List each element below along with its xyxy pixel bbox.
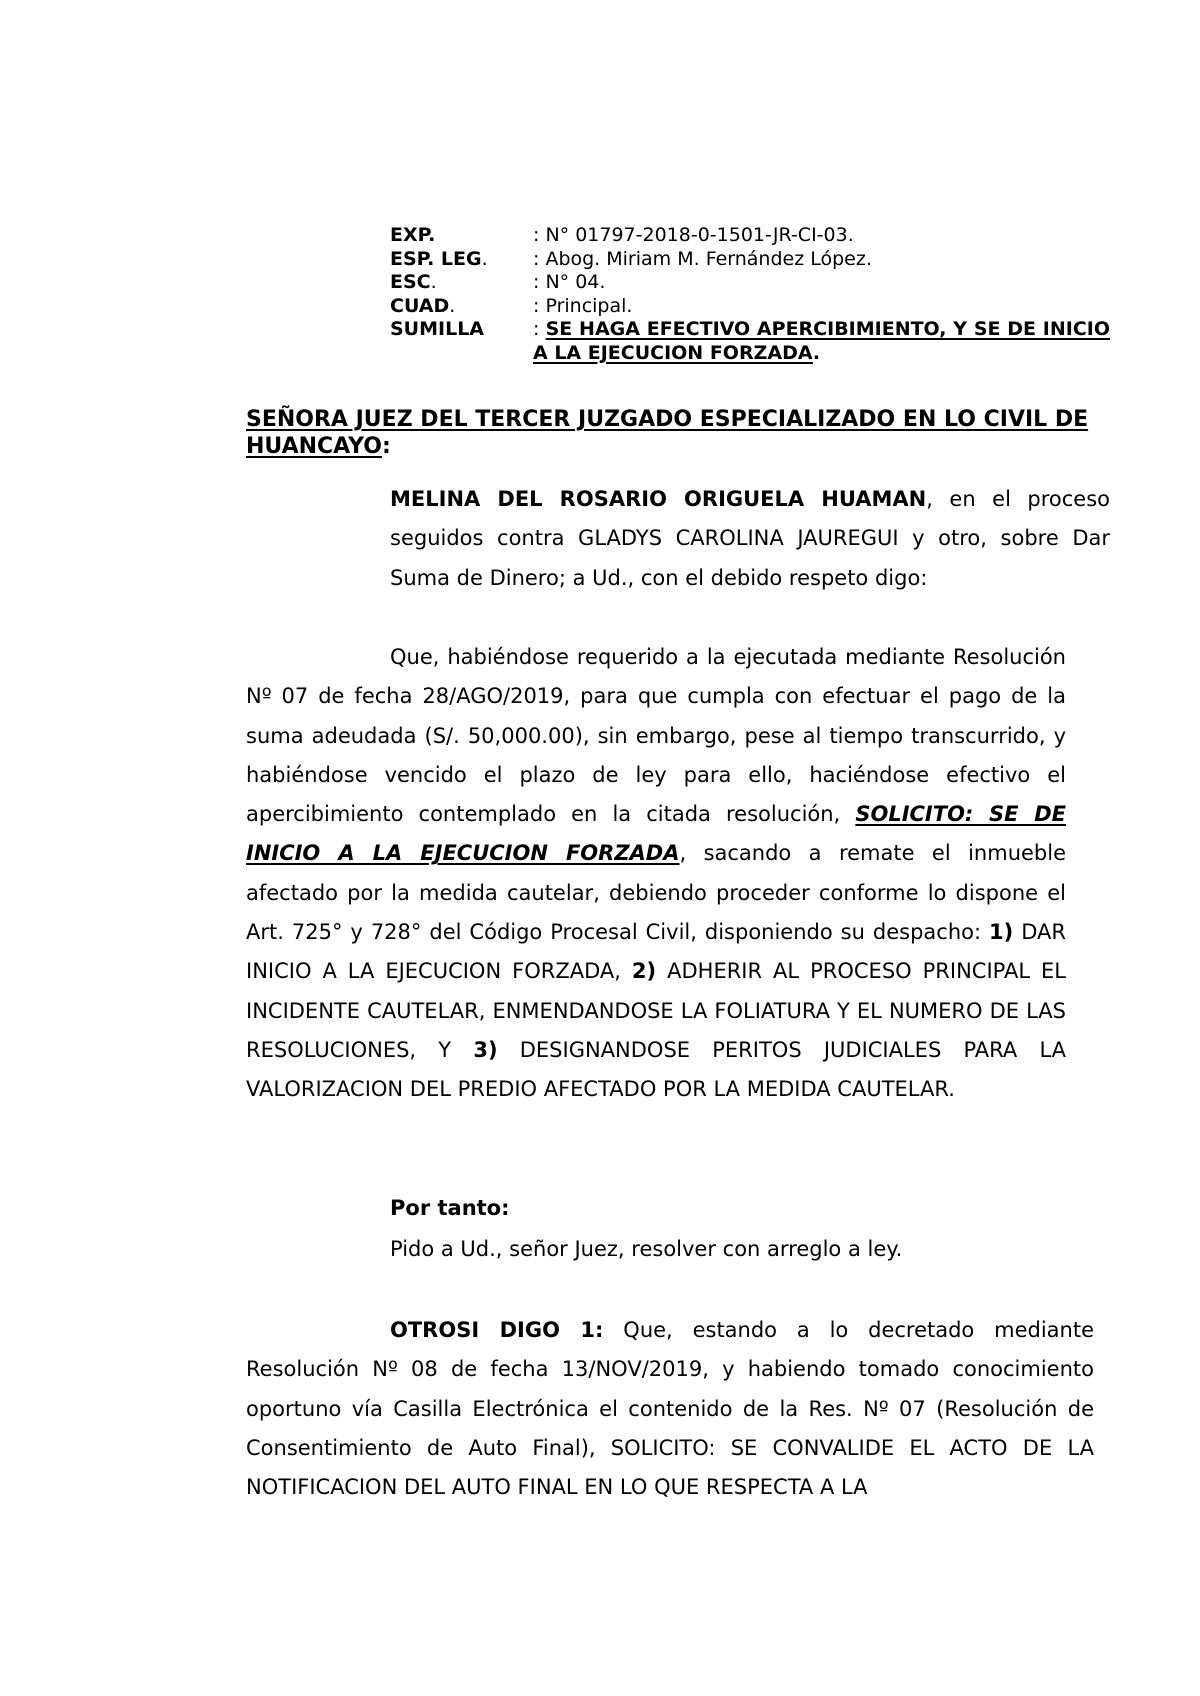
intro-paragraph xyxy=(390,480,1110,598)
esp-leg-label: ESP. LEG xyxy=(390,247,482,270)
header-row-esc xyxy=(390,271,1110,295)
esc-label: ESC xyxy=(390,271,431,293)
cuad-label-wrap xyxy=(390,295,533,319)
main-text-1: Que, habiéndose requerido a la ejecutada mediante Resolución Nº 07 de fecha 28/AGO/2019, para que cumpla con efectuar el pago de la suma adeudada (S/. 50,000.00), sin embargo, pese al tiempo transcurrido, y habiéndose vencido el plazo de ley para ello, haciéndose efectivo el apercibimiento contemplado en la citada resolución, xyxy=(246,645,1066,827)
sumilla-value: SE HAGA EFECTIVO APERCIBIMIENTO, Y SE DE INICIO A LA EJECUCION FORZADA xyxy=(533,318,1110,364)
otrosi-label: OTROSI DIGO 1: xyxy=(390,1318,604,1342)
exp-label: EXP. xyxy=(390,224,436,246)
cuad-label: CUAD xyxy=(390,294,450,317)
addressee xyxy=(246,406,1110,460)
sumilla-label: SUMILLA xyxy=(390,318,485,340)
main-paragraph xyxy=(246,638,1066,1110)
item-number-2: 2) xyxy=(631,959,657,984)
esp-leg-value: : Abog. Miriam M. Fernández López. xyxy=(533,247,872,270)
petitioner-name: MELINA DEL ROSARIO ORIGUELA HUAMAN xyxy=(390,487,927,511)
esp-leg-dot: . xyxy=(481,247,488,270)
addressee-text: SEÑORA JUEZ DEL TERCER JUZGADO ESPECIALIZADO EN LO CIVIL DE HUANCAYO xyxy=(246,407,1089,459)
otrosi-text: Que, estando a lo decretado mediante Resolución Nº 08 de fecha 13/NOV/2019, y habiendo tomado conocimiento oportuno vía Casilla Electrónica el contenido de la Res. Nº 07 (Resolución de Consentimiento de Auto Final), SOLICITO: SE CONVALIDE EL ACTO DE LA NOTIFICACION DEL AUTO FINAL EN LO QUE RESPECTA A LA xyxy=(246,1318,1095,1500)
sumilla-value-wrap xyxy=(533,318,1110,365)
solicito-request: SOLICITO: SE DE INICIO A LA EJECUCION FORZADA xyxy=(246,802,1067,866)
main-text-2: , sacando a remate el inmueble afectado por la medida cautelar, debiendo proceder conforme lo dispone el Art. 725° y 728° del Código Procesal Civil, disponiendo su despacho: xyxy=(246,841,1067,945)
item-number-3: 3) xyxy=(473,1037,498,1062)
por-tanto-label: Por tanto: xyxy=(390,1196,510,1220)
addressee-colon: : xyxy=(381,434,391,459)
por-tanto-text: Pido a Ud., señor Juez, resolver con arreglo a ley. xyxy=(390,1237,903,1261)
esc-value: : N° 04. xyxy=(533,271,606,293)
esc-dot: . xyxy=(430,271,437,293)
cuad-value: : Principal. xyxy=(533,294,633,317)
otrosi-paragraph xyxy=(246,1311,1094,1507)
header-row-sumilla xyxy=(390,318,1110,365)
item-text-3: DESIGNANDOSE PERITOS JUDICIALES PARA LA VALORIZACION DEL PREDIO AFECTADO POR LA MEDIDA CAUTELAR. xyxy=(246,1037,1066,1102)
esc-label-wrap xyxy=(390,271,533,295)
exp-value: : N° 01797-2018-0-1501-JR-CI-03. xyxy=(533,224,854,246)
header-row-esp-leg xyxy=(390,248,1110,272)
item-number-1: 1) xyxy=(989,920,1014,945)
sumilla-colon: : xyxy=(533,318,546,340)
header-row-exp xyxy=(390,224,1110,248)
header-row-cuad xyxy=(390,295,1110,319)
intro-text: , en el proceso seguidos contra GLADYS CAROLINA JAUREGUI y otro, sobre Dar Suma de Dinero; a Ud., con el debido respeto digo: xyxy=(390,487,1110,590)
sumilla-end: . xyxy=(812,341,821,364)
cuad-dot: . xyxy=(449,294,456,317)
item-text-1: DAR INICIO A LA EJECUCION FORZADA, xyxy=(246,920,1066,984)
esp-leg-label-wrap xyxy=(390,248,533,272)
case-header xyxy=(390,224,1110,365)
item-text-2: ADHERIR AL PROCESO PRINCIPAL EL INCIDENTE CAUTELAR, ENMENDANDOSE LA FOLIATURA Y EL NUMERO DE LAS RESOLUCIONES, Y xyxy=(246,959,1066,1062)
